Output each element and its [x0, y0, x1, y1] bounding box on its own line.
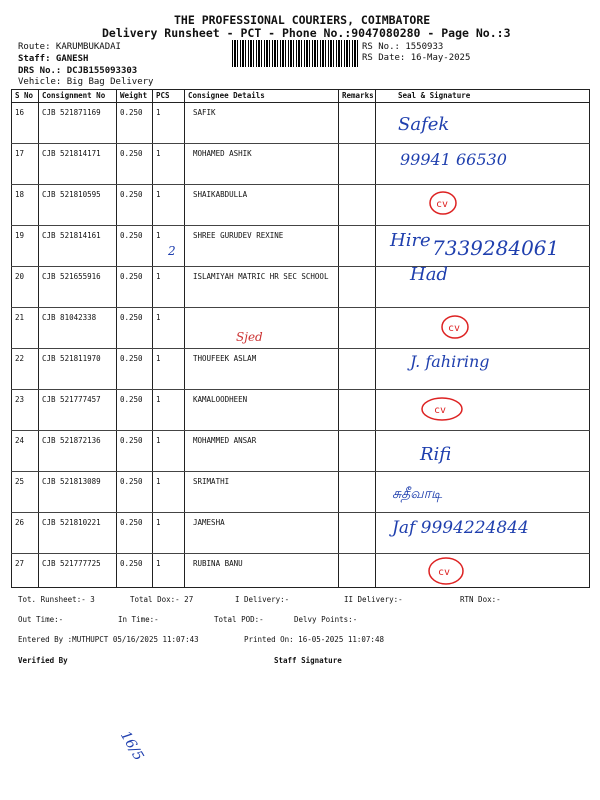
row-remarks — [339, 390, 376, 431]
row-remarks — [339, 185, 376, 226]
row-pcs: 1 — [153, 431, 185, 472]
row-consignee: THOUFEEK ASLAM — [185, 349, 339, 390]
table-row — [12, 390, 590, 431]
row-remarks — [339, 144, 376, 185]
table-row — [12, 554, 590, 588]
row-pcs: 1 — [153, 390, 185, 431]
row-signature — [376, 390, 590, 431]
table-row — [12, 472, 590, 513]
drs-label: DRS No.: DCJB155093303 — [18, 66, 138, 76]
row-sno: 23 — [12, 390, 39, 431]
row-pcs: 1 — [153, 267, 185, 308]
col-signature: Seal & Signature — [376, 90, 590, 103]
signature-r19-phone: 7339284061 — [432, 236, 560, 260]
row-consignee: MOHAMMED ANSAR — [185, 431, 339, 472]
row-signature — [376, 431, 590, 472]
table-row — [12, 267, 590, 308]
row-weight: 0.250 — [117, 513, 153, 554]
signature-r19: Hire — [390, 230, 431, 251]
verified-by: Verified By — [18, 656, 68, 665]
svg-text:cv: cv — [448, 323, 461, 334]
row-pcs: 1 — [153, 554, 185, 588]
row-sno: 17 — [12, 144, 39, 185]
row-remarks — [339, 308, 376, 349]
row-sno: 24 — [12, 431, 39, 472]
row-consignee: SRIMATHI — [185, 472, 339, 513]
row-weight: 0.250 — [117, 185, 153, 226]
row-consignee: ISLAMIYAH MATRIC HR SEC SCHOOL — [185, 267, 339, 308]
total-pod: Total POD:- — [214, 615, 264, 624]
row-consignment-no: CJB 521814161 — [39, 226, 117, 267]
col-pcs: PCS — [153, 90, 185, 103]
printed-on: Printed On: 16-05-2025 11:07:48 — [244, 635, 384, 644]
row-signature — [376, 185, 590, 226]
row-pcs: 1 — [153, 513, 185, 554]
total-dox: Total Dox:- 27 — [130, 595, 194, 604]
row-consignment-no: CJB 521777457 — [39, 390, 117, 431]
col-remarks: Remarks — [339, 90, 376, 103]
row-consignment-no: CJB 521810221 — [39, 513, 117, 554]
row-consignment-no: CJB 521810595 — [39, 185, 117, 226]
tot-runsheet: Tot. Runsheet:- 3 — [18, 595, 95, 604]
vehicle-label: Vehicle: Big Bag Delivery — [18, 77, 154, 87]
remark-r22: Sjed — [236, 330, 263, 344]
signature-r24: Rifi — [420, 444, 452, 465]
row-remarks — [339, 349, 376, 390]
row-consignee: KAMALOODHEEN — [185, 390, 339, 431]
row-signature — [376, 267, 590, 308]
row-sno: 27 — [12, 554, 39, 588]
row-sno: 26 — [12, 513, 39, 554]
signature-r17: 99941 66530 — [400, 150, 507, 169]
i-delivery: I Delivery:- — [235, 595, 290, 604]
row-pcs: 1 — [153, 144, 185, 185]
pcs-mark: 2 — [168, 244, 176, 258]
row-pcs: 1 — [153, 308, 185, 349]
table-row — [12, 103, 590, 144]
row-consignment-no: CJB 521813089 — [39, 472, 117, 513]
delvy-points: Delvy Points:- — [294, 615, 358, 624]
table-row — [12, 431, 590, 472]
row-remarks — [339, 554, 376, 588]
col-weight: Weight — [117, 90, 153, 103]
row-weight: 0.250 — [117, 431, 153, 472]
row-remarks — [339, 103, 376, 144]
row-weight: 0.250 — [117, 349, 153, 390]
row-weight: 0.250 — [117, 144, 153, 185]
row-sno: 19 — [12, 226, 39, 267]
row-weight: 0.250 — [117, 226, 153, 267]
signature-r25: சுதீவாடி — [392, 486, 443, 502]
row-signature — [376, 308, 590, 349]
row-sno: 18 — [12, 185, 39, 226]
rs-no: RS No.: 1550933 — [362, 42, 444, 52]
row-weight: 0.250 — [117, 103, 153, 144]
table-header-row — [12, 90, 590, 103]
row-remarks — [339, 472, 376, 513]
staff-label: Staff: GANESH — [18, 54, 89, 64]
runsheet-title: Delivery Runsheet - PCT - Phone No.:9047080280 - Page No.:3 — [102, 26, 511, 40]
in-time: In Time:- — [118, 615, 159, 624]
svg-text:cv: cv — [438, 567, 451, 578]
row-consignment-no: CJB 521777725 — [39, 554, 117, 588]
row-remarks — [339, 513, 376, 554]
row-weight: 0.250 — [117, 267, 153, 308]
company-title: THE PROFESSIONAL COURIERS, COIMBATORE — [174, 13, 431, 27]
bottom-handwritten-mark: 16/5 — [116, 728, 147, 764]
row-consignee: SHREE GURUDEV REXINE — [185, 226, 339, 267]
row-weight: 0.250 — [117, 472, 153, 513]
entered-by: Entered By :MUTHUPCT 05/16/2025 11:07:43 — [18, 635, 199, 644]
row-pcs: 1 — [153, 103, 185, 144]
row-pcs: 1 — [153, 226, 185, 267]
row-sno: 20 — [12, 267, 39, 308]
row-weight: 0.250 — [117, 390, 153, 431]
row-sno: 25 — [12, 472, 39, 513]
row-consignment-no: CJB 521814171 — [39, 144, 117, 185]
table-row — [12, 349, 590, 390]
row-consignee: JAMESHA — [185, 513, 339, 554]
row-consignment-no: CJB 521811970 — [39, 349, 117, 390]
row-remarks — [339, 267, 376, 308]
row-sno: 16 — [12, 103, 39, 144]
stamp-circle-r27 — [426, 556, 466, 586]
col-consignment-no: Consignment No — [39, 90, 117, 103]
rtn-dox: RTN Dox:- — [460, 595, 501, 604]
col-sno: S No — [12, 90, 39, 103]
row-remarks — [339, 226, 376, 267]
row-sno: 21 — [12, 308, 39, 349]
table-row — [12, 185, 590, 226]
route-label: Route: KARUMBUKADAI — [18, 42, 121, 52]
rs-date: RS Date: 16-May-2025 — [362, 53, 471, 63]
stamp-circle-r18 — [428, 190, 458, 216]
row-consignment-no: CJB 521872136 — [39, 431, 117, 472]
row-consignment-no: CJB 521655916 — [39, 267, 117, 308]
row-signature — [376, 554, 590, 588]
barcode-image — [232, 40, 358, 67]
row-pcs: 1 — [153, 349, 185, 390]
signature-r26: Jaf 9994224844 — [392, 518, 529, 538]
row-remarks — [339, 431, 376, 472]
row-consignee: SAFIK — [185, 103, 339, 144]
row-weight: 0.250 — [117, 554, 153, 588]
stamp-circle-r23 — [420, 396, 464, 422]
row-pcs: 1 — [153, 185, 185, 226]
staff-signature: Staff Signature — [274, 656, 342, 665]
ii-delivery: II Delivery:- — [344, 595, 403, 604]
row-consignment-no: CJB 521871169 — [39, 103, 117, 144]
signature-r22: J. fahiring — [410, 352, 490, 371]
stamp-circle-r21 — [440, 314, 470, 340]
row-consignee: MOHAMED ASHIK — [185, 144, 339, 185]
svg-text:cv: cv — [436, 199, 449, 210]
row-weight: 0.250 — [117, 308, 153, 349]
signature-r20: Had — [410, 264, 448, 285]
row-consignee: SHAIKABDULLA — [185, 185, 339, 226]
row-sno: 22 — [12, 349, 39, 390]
row-pcs: 1 — [153, 472, 185, 513]
row-consignee: RUBINA BANU — [185, 554, 339, 588]
row-consignment-no: CJB 81042338 — [39, 308, 117, 349]
table-row — [12, 308, 590, 349]
svg-text:cv: cv — [434, 405, 447, 416]
signature-r16: Safek — [398, 114, 450, 135]
col-consignee: Consignee Details — [185, 90, 339, 103]
out-time: Out Time:- — [18, 615, 64, 624]
